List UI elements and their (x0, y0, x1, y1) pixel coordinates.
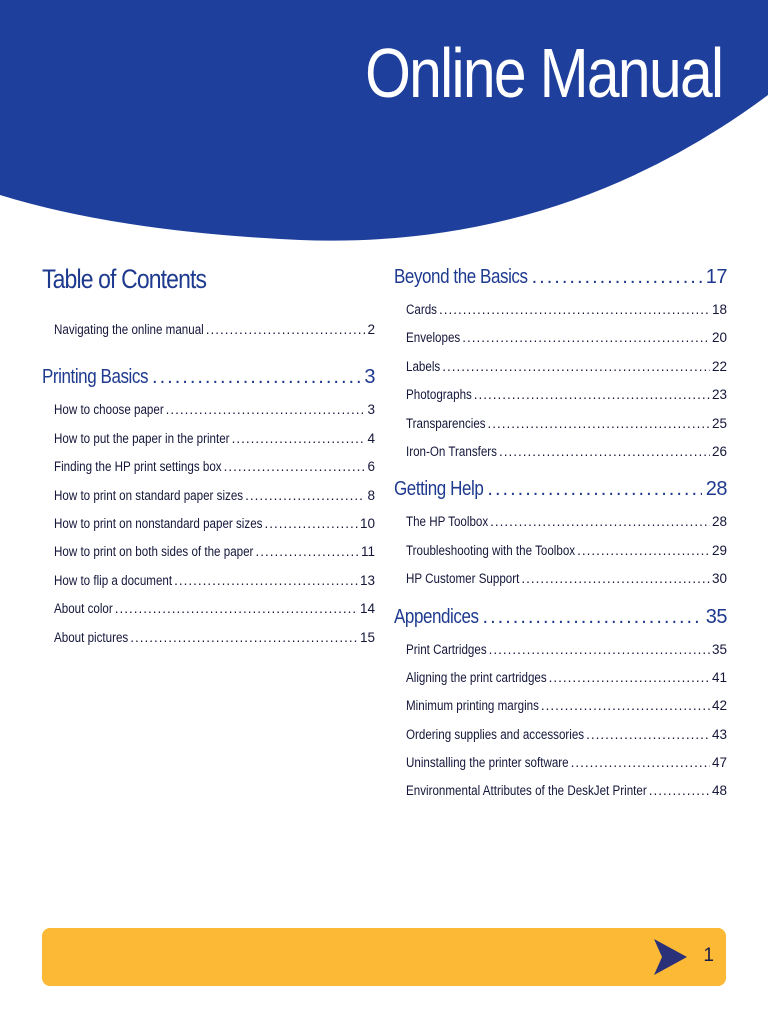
toc-entry-list (394, 636, 727, 806)
section-title: Printing Basics (42, 366, 149, 389)
toc-heading: Table of Contents (42, 264, 207, 294)
toc-entry[interactable] (406, 749, 727, 777)
dot-leader (586, 721, 710, 749)
dot-leader (521, 565, 710, 593)
dot-leader (442, 353, 710, 381)
toc-entry-list (42, 396, 375, 652)
entry-title: How to choose paper (54, 402, 164, 418)
entry-title: Uninstalling the printer software (406, 755, 569, 771)
toc-entry-navigating[interactable] (54, 316, 375, 344)
toc-entry[interactable] (54, 595, 375, 623)
toc-entry[interactable] (406, 353, 727, 381)
toc-entry[interactable] (406, 381, 727, 409)
entry-page: 25 (711, 415, 727, 431)
entry-page: 23 (711, 387, 727, 403)
entry-page: 28 (711, 514, 727, 530)
entry-title: Environmental Attributes of the DeskJet Printer (406, 783, 647, 799)
section-title: Beyond the Basics (394, 266, 528, 288)
entry-page: 48 (711, 783, 727, 799)
entry-page: 42 (711, 698, 727, 714)
dot-leader (487, 474, 701, 504)
entry-title: About pictures (54, 629, 129, 645)
toc-entry[interactable] (406, 636, 727, 664)
toc-entry[interactable] (54, 425, 375, 453)
dot-leader (166, 396, 366, 424)
dot-leader (130, 624, 358, 652)
entry-page: 3 (367, 402, 375, 418)
entry-page: 10 (359, 515, 375, 531)
toc-entry-list (394, 508, 727, 593)
section-title: Appendices (394, 605, 479, 628)
toc-entry[interactable] (406, 537, 727, 565)
dot-leader (499, 438, 710, 466)
toc-entry[interactable] (406, 664, 727, 692)
entry-page: 26 (711, 443, 727, 459)
toc-section-heading[interactable] (42, 362, 375, 392)
entry-title: Cards (406, 302, 437, 317)
toc-entry[interactable] (54, 482, 375, 510)
dot-leader (549, 664, 710, 692)
dot-leader (174, 567, 358, 595)
toc-entry[interactable] (54, 538, 375, 566)
dot-leader (649, 777, 710, 805)
toc-entry[interactable] (406, 565, 727, 593)
section-page: 17 (705, 266, 727, 288)
toc-entry[interactable] (54, 510, 375, 538)
entry-title: The HP Toolbox (406, 514, 489, 530)
toc-left-column (42, 262, 375, 660)
dot-leader (255, 538, 359, 566)
entry-title: Ordering supplies and accessories (406, 726, 585, 742)
entry-title: How to flip a document (54, 572, 173, 588)
entry-title: Transparencies (406, 415, 486, 431)
section-page: 3 (364, 366, 375, 389)
entry-title: Labels (406, 358, 441, 374)
dot-leader (439, 296, 710, 324)
entry-title: Finding the HP print settings box (54, 459, 222, 475)
toc-entry[interactable] (54, 396, 375, 424)
entry-page: 29 (711, 542, 727, 558)
toc-entry[interactable] (406, 508, 727, 536)
entry-title: About color (54, 601, 113, 617)
entry-title: Photographs (406, 387, 472, 403)
toc-entry[interactable] (54, 567, 375, 595)
dot-leader (245, 482, 365, 510)
dot-leader (532, 262, 702, 292)
entry-page: 13 (359, 572, 375, 588)
entry-page: 15 (359, 629, 375, 645)
dot-leader (577, 537, 710, 565)
entry-page: 4 (367, 430, 375, 446)
toc-entry[interactable] (406, 777, 727, 805)
toc-right-sections (394, 262, 727, 806)
dot-leader (483, 602, 702, 632)
toc-intro-list (42, 316, 375, 344)
entry-title: Navigating the online manual (54, 322, 204, 337)
entry-page: 8 (367, 487, 375, 503)
entry-title: How to print on nonstandard paper sizes (54, 515, 263, 531)
page-title: Online Manual (364, 34, 722, 112)
dot-leader (490, 508, 710, 536)
section-page: 28 (705, 478, 727, 501)
toc-entry[interactable] (406, 296, 727, 324)
toc-section (394, 602, 727, 806)
toc-section-heading[interactable] (394, 262, 727, 292)
toc-right-column (394, 262, 727, 814)
entry-page: 22 (711, 358, 727, 374)
entry-page: 35 (711, 641, 727, 657)
entry-title: How to put the paper in the printer (54, 430, 230, 446)
toc-entry[interactable] (406, 721, 727, 749)
entry-title: Aligning the print cartridges (406, 669, 547, 685)
dot-leader (474, 381, 710, 409)
entry-page: 18 (711, 302, 727, 317)
section-page: 35 (705, 605, 727, 628)
toc-section (394, 474, 727, 593)
toc-entry[interactable] (406, 438, 727, 466)
dot-leader (571, 749, 710, 777)
dot-leader (265, 510, 358, 538)
dot-leader (152, 362, 360, 392)
dot-leader (541, 692, 710, 720)
toc-entry[interactable] (406, 324, 727, 352)
entry-page: 20 (711, 330, 727, 346)
toc-entry-list (394, 296, 727, 466)
entry-title: Minimum printing margins (406, 698, 539, 714)
next-arrow-icon[interactable] (652, 938, 688, 976)
footer-bar (42, 928, 726, 986)
dot-leader (232, 425, 366, 453)
entry-title: How to print on standard paper sizes (54, 487, 244, 503)
toc-section (42, 362, 375, 652)
toc-section-heading[interactable] (394, 602, 727, 632)
entry-title: Troubleshooting with the Toolbox (406, 542, 576, 558)
dot-leader (206, 316, 366, 344)
entry-page: 2 (367, 322, 375, 337)
toc-left-sections (42, 362, 375, 652)
entry-title: How to print on both sides of the paper (54, 544, 254, 560)
toc-section (394, 262, 727, 466)
toc-section-heading[interactable] (394, 474, 727, 504)
entry-page: 6 (367, 459, 375, 475)
toc-entry[interactable] (54, 624, 375, 652)
toc-entry[interactable] (406, 410, 727, 438)
entry-title: HP Customer Support (406, 571, 520, 587)
dot-leader (489, 636, 710, 664)
entry-page: 47 (711, 755, 727, 771)
toc-entry[interactable] (406, 692, 727, 720)
entry-page: 41 (711, 669, 727, 685)
entry-page: 14 (359, 601, 375, 617)
dot-leader (488, 410, 710, 438)
entry-page: 43 (711, 726, 727, 742)
entry-page: 30 (711, 571, 727, 587)
entry-title: Envelopes (406, 330, 461, 346)
page-number: 1 (703, 945, 714, 966)
dot-leader (462, 324, 710, 352)
dot-leader (224, 453, 366, 481)
entry-title: Iron-On Transfers (406, 443, 497, 459)
entry-title: Print Cartridges (406, 641, 487, 657)
dot-leader (115, 595, 358, 623)
toc-entry[interactable] (54, 453, 375, 481)
section-title: Getting Help (394, 478, 484, 501)
entry-page: 11 (360, 544, 375, 560)
